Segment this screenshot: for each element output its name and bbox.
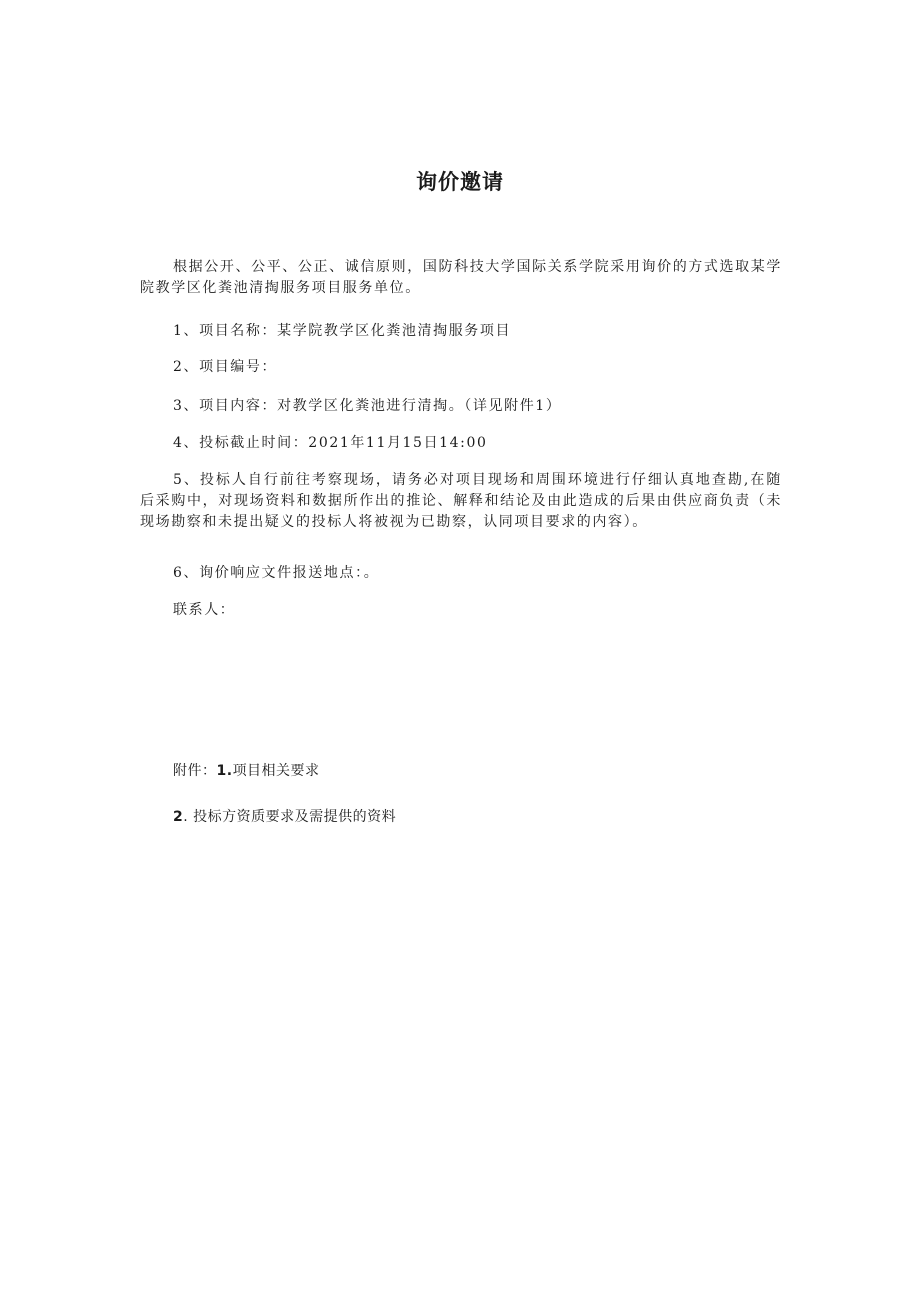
- attachment-2: [173, 806, 396, 826]
- attachment-label: 附件：: [173, 763, 217, 779]
- intro-paragraph: 根据公开、公平、公正、诚信原则，国防科技大学国际关系学院采用询价的方式选取某学院教学区化粪池清掏服务项目服务单位。: [140, 259, 782, 296]
- attachment-1: [173, 760, 320, 780]
- attachment-1-text: 项目相关要求: [232, 763, 320, 779]
- document-title: 询价邀请: [416, 170, 504, 194]
- item-project-content: 3、项目内容：对教学区化粪池进行清掏。（详见附件1）: [173, 398, 562, 414]
- item-deadline: 4、投标截止时间：2021年11月15日14:00: [173, 435, 488, 451]
- attachment-2-text: . 投标方资质要求及需提供的资料: [183, 809, 397, 825]
- attachment-1-number: 1.: [216, 763, 233, 779]
- item-submission-location: 6、询价响应文件报送地点：。: [173, 565, 380, 581]
- contact-person: 联系人：: [173, 602, 236, 618]
- attachment-2-number: 2: [173, 809, 184, 825]
- item-project-name: 1、项目名称：某学院教学区化粪池清掏服务项目: [173, 323, 512, 339]
- item-site-inspection: 5、投标人自行前往考察现场，请务必对项目现场和周围环境进行仔细认真地查勘,在随后采购中，对现场资料和数据所作出的推论、解释和结论及由此造成的后果由供应商负责（未现场勘察和未提出疑义的投标人将被视为已勘察，认同项目要求的内容）。: [140, 472, 782, 530]
- item-project-number: 2、项目编号：: [173, 359, 278, 375]
